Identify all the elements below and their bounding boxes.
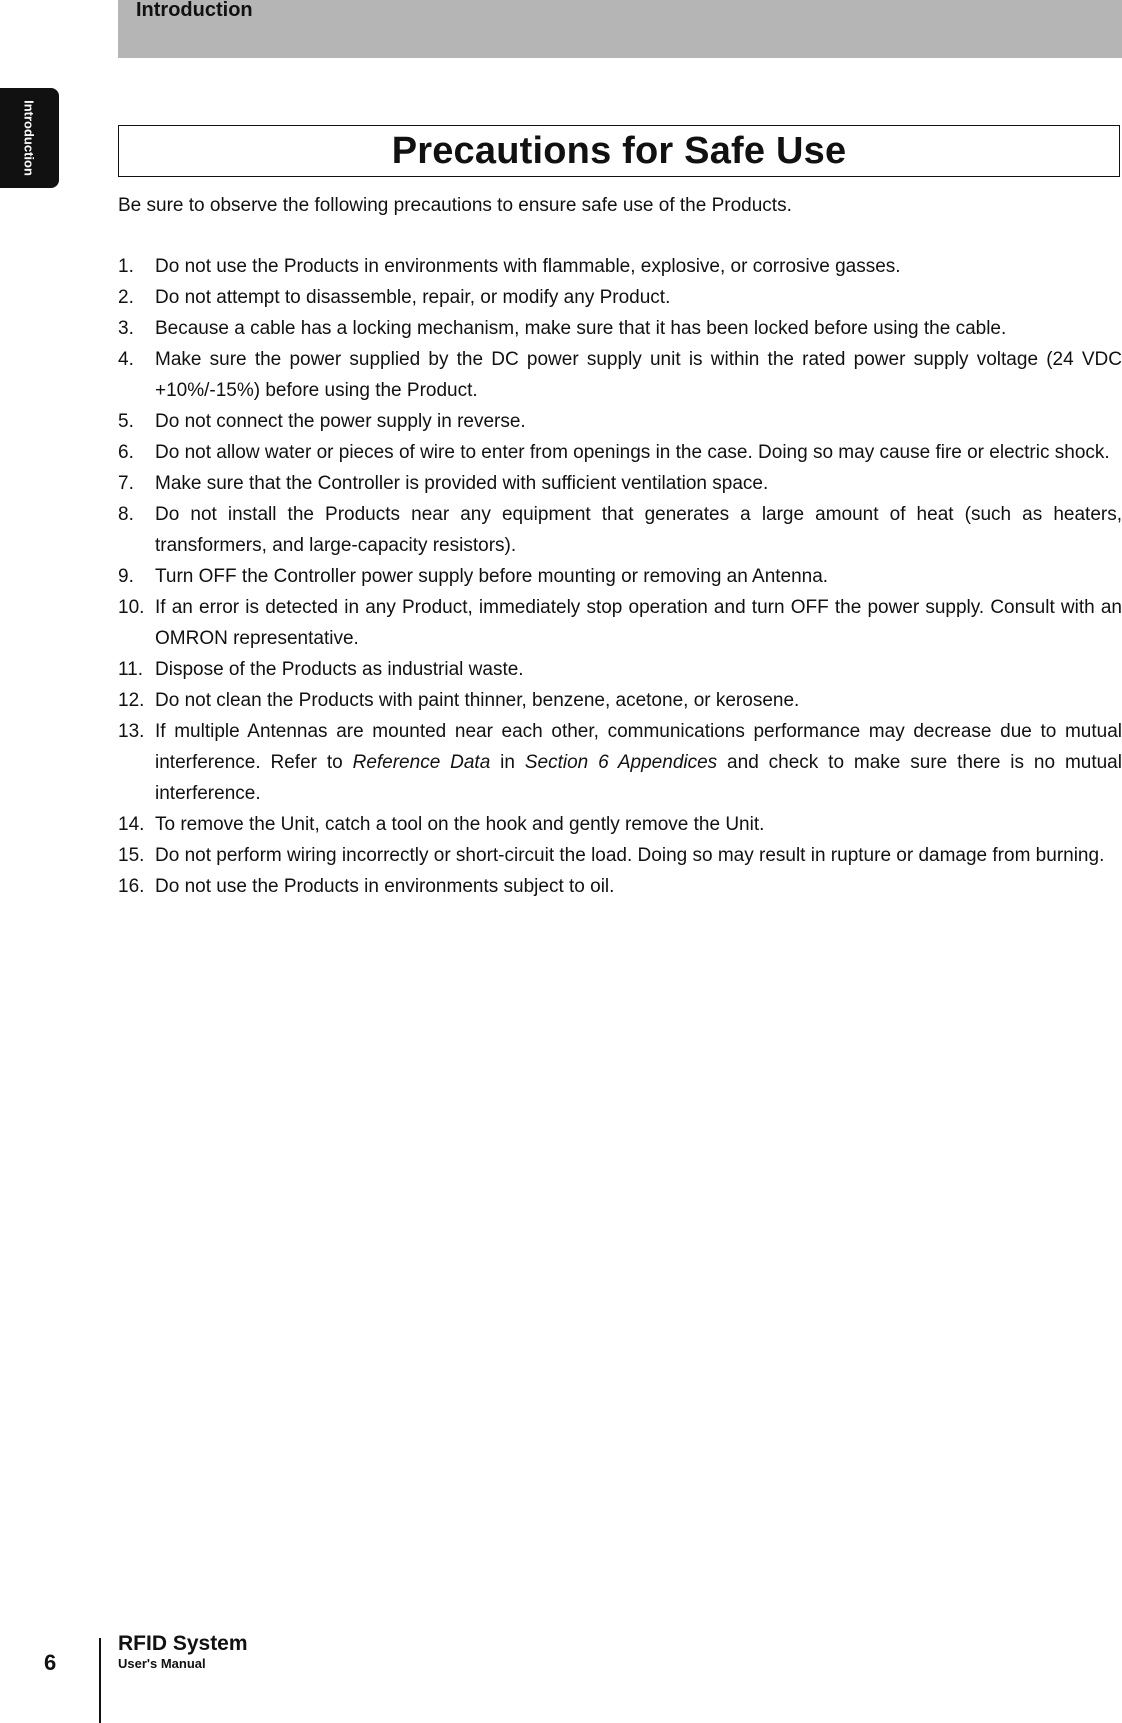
- item-text: Do not attempt to disassemble, repair, or modify any Product.: [155, 287, 671, 308]
- item-number: 8.: [118, 504, 134, 525]
- list-item: [118, 871, 1122, 902]
- item-number: 6.: [118, 442, 134, 463]
- item-text: Because a cable has a locking mechanism, make sure that it has been locked before using the cable.: [155, 318, 1007, 339]
- list-item: [118, 499, 1122, 561]
- item-text: If an error is detected in any Product, immediately stop operation and turn OFF the power supply. Consult with an OMRON representative.: [155, 597, 1122, 649]
- item-number: 16.: [118, 876, 145, 897]
- item-text: Make sure that the Controller is provided with sufficient ventilation space.: [155, 473, 769, 494]
- item-number: 13.: [118, 721, 145, 742]
- item-number: 12.: [118, 690, 145, 711]
- list-item: [118, 654, 1122, 685]
- item-number: 4.: [118, 349, 134, 370]
- footer-divider: [99, 1638, 101, 1723]
- item-text: To remove the Unit, catch a tool on the hook and gently remove the Unit.: [155, 814, 765, 835]
- item-number: 1.: [118, 256, 134, 277]
- item-number: 15.: [118, 845, 145, 866]
- list-item: [118, 437, 1122, 468]
- footer-manual-title: RFID System: [118, 1632, 248, 1655]
- item-number: 9.: [118, 566, 134, 587]
- list-item: [118, 251, 1122, 282]
- item-number: 10.: [118, 597, 145, 618]
- footer-manual-subtitle: User's Manual: [118, 1656, 206, 1671]
- list-item: [118, 561, 1122, 592]
- header-band: [118, 0, 1122, 58]
- list-item: [118, 685, 1122, 716]
- item-text-part: If multiple Antennas are mounted near each other, communications performance may decrease due to mutual interference. Refer to: [155, 721, 1122, 773]
- item-text: Do not clean the Products with paint thinner, benzene, acetone, or kerosene.: [155, 690, 800, 711]
- section-title-box: [118, 125, 1120, 177]
- list-item: [118, 344, 1122, 406]
- list-item: [118, 468, 1122, 499]
- item-number: 2.: [118, 287, 134, 308]
- item-text: Dispose of the Products as industrial waste.: [155, 659, 524, 680]
- list-item: [118, 282, 1122, 313]
- item-number: 7.: [118, 473, 134, 494]
- item-number: 14.: [118, 814, 145, 835]
- page-number: 6: [44, 1650, 57, 1675]
- list-item: [118, 809, 1122, 840]
- reference-data-link: Reference Data: [352, 752, 491, 773]
- side-tab-label: Introduction: [21, 100, 37, 176]
- list-item: [118, 406, 1122, 437]
- item-text: Do not install the Products near any equipment that generates a large amount of heat (such as heaters, transformers, and large-capacity resistors).: [155, 504, 1122, 556]
- item-number: 5.: [118, 411, 134, 432]
- section-appendices-link: Section 6 Appendices: [524, 752, 718, 773]
- precautions-list: [118, 251, 1122, 902]
- intro-paragraph: Be sure to observe the following precautions to ensure safe use of the Products.: [118, 195, 792, 216]
- list-item: [118, 592, 1122, 654]
- item-number: 3.: [118, 318, 134, 339]
- item-text: Do not use the Products in environments subject to oil.: [155, 876, 615, 897]
- section-title: Precautions for Safe Use: [391, 129, 847, 172]
- item-text: Turn OFF the Controller power supply before mounting or removing an Antenna.: [155, 566, 829, 587]
- item-text: Do not allow water or pieces of wire to enter from openings in the case. Doing so may cause fire or electric shock.: [155, 442, 1110, 463]
- list-item: [118, 840, 1122, 871]
- list-item: [118, 313, 1122, 344]
- item-number: 11.: [118, 659, 144, 680]
- side-tab: [0, 88, 59, 188]
- item-text-part: in: [490, 752, 525, 773]
- header-title: Introduction: [136, 0, 253, 21]
- item-text: Do not connect the power supply in reverse.: [155, 411, 526, 432]
- item-text: Make sure the power supplied by the DC power supply unit is within the rated power supply voltage (24 VDC +10%/-15%) before using the Product.: [155, 349, 1122, 401]
- item-text-part: and check to make sure there is no mutual interference.: [155, 752, 1122, 804]
- item-text: Do not use the Products in environments with flammable, explosive, or corrosive gasses.: [155, 256, 901, 277]
- list-item: [118, 716, 1122, 809]
- item-text: Do not perform wiring incorrectly or short-circuit the load. Doing so may result in rupture or damage from burning.: [155, 845, 1105, 866]
